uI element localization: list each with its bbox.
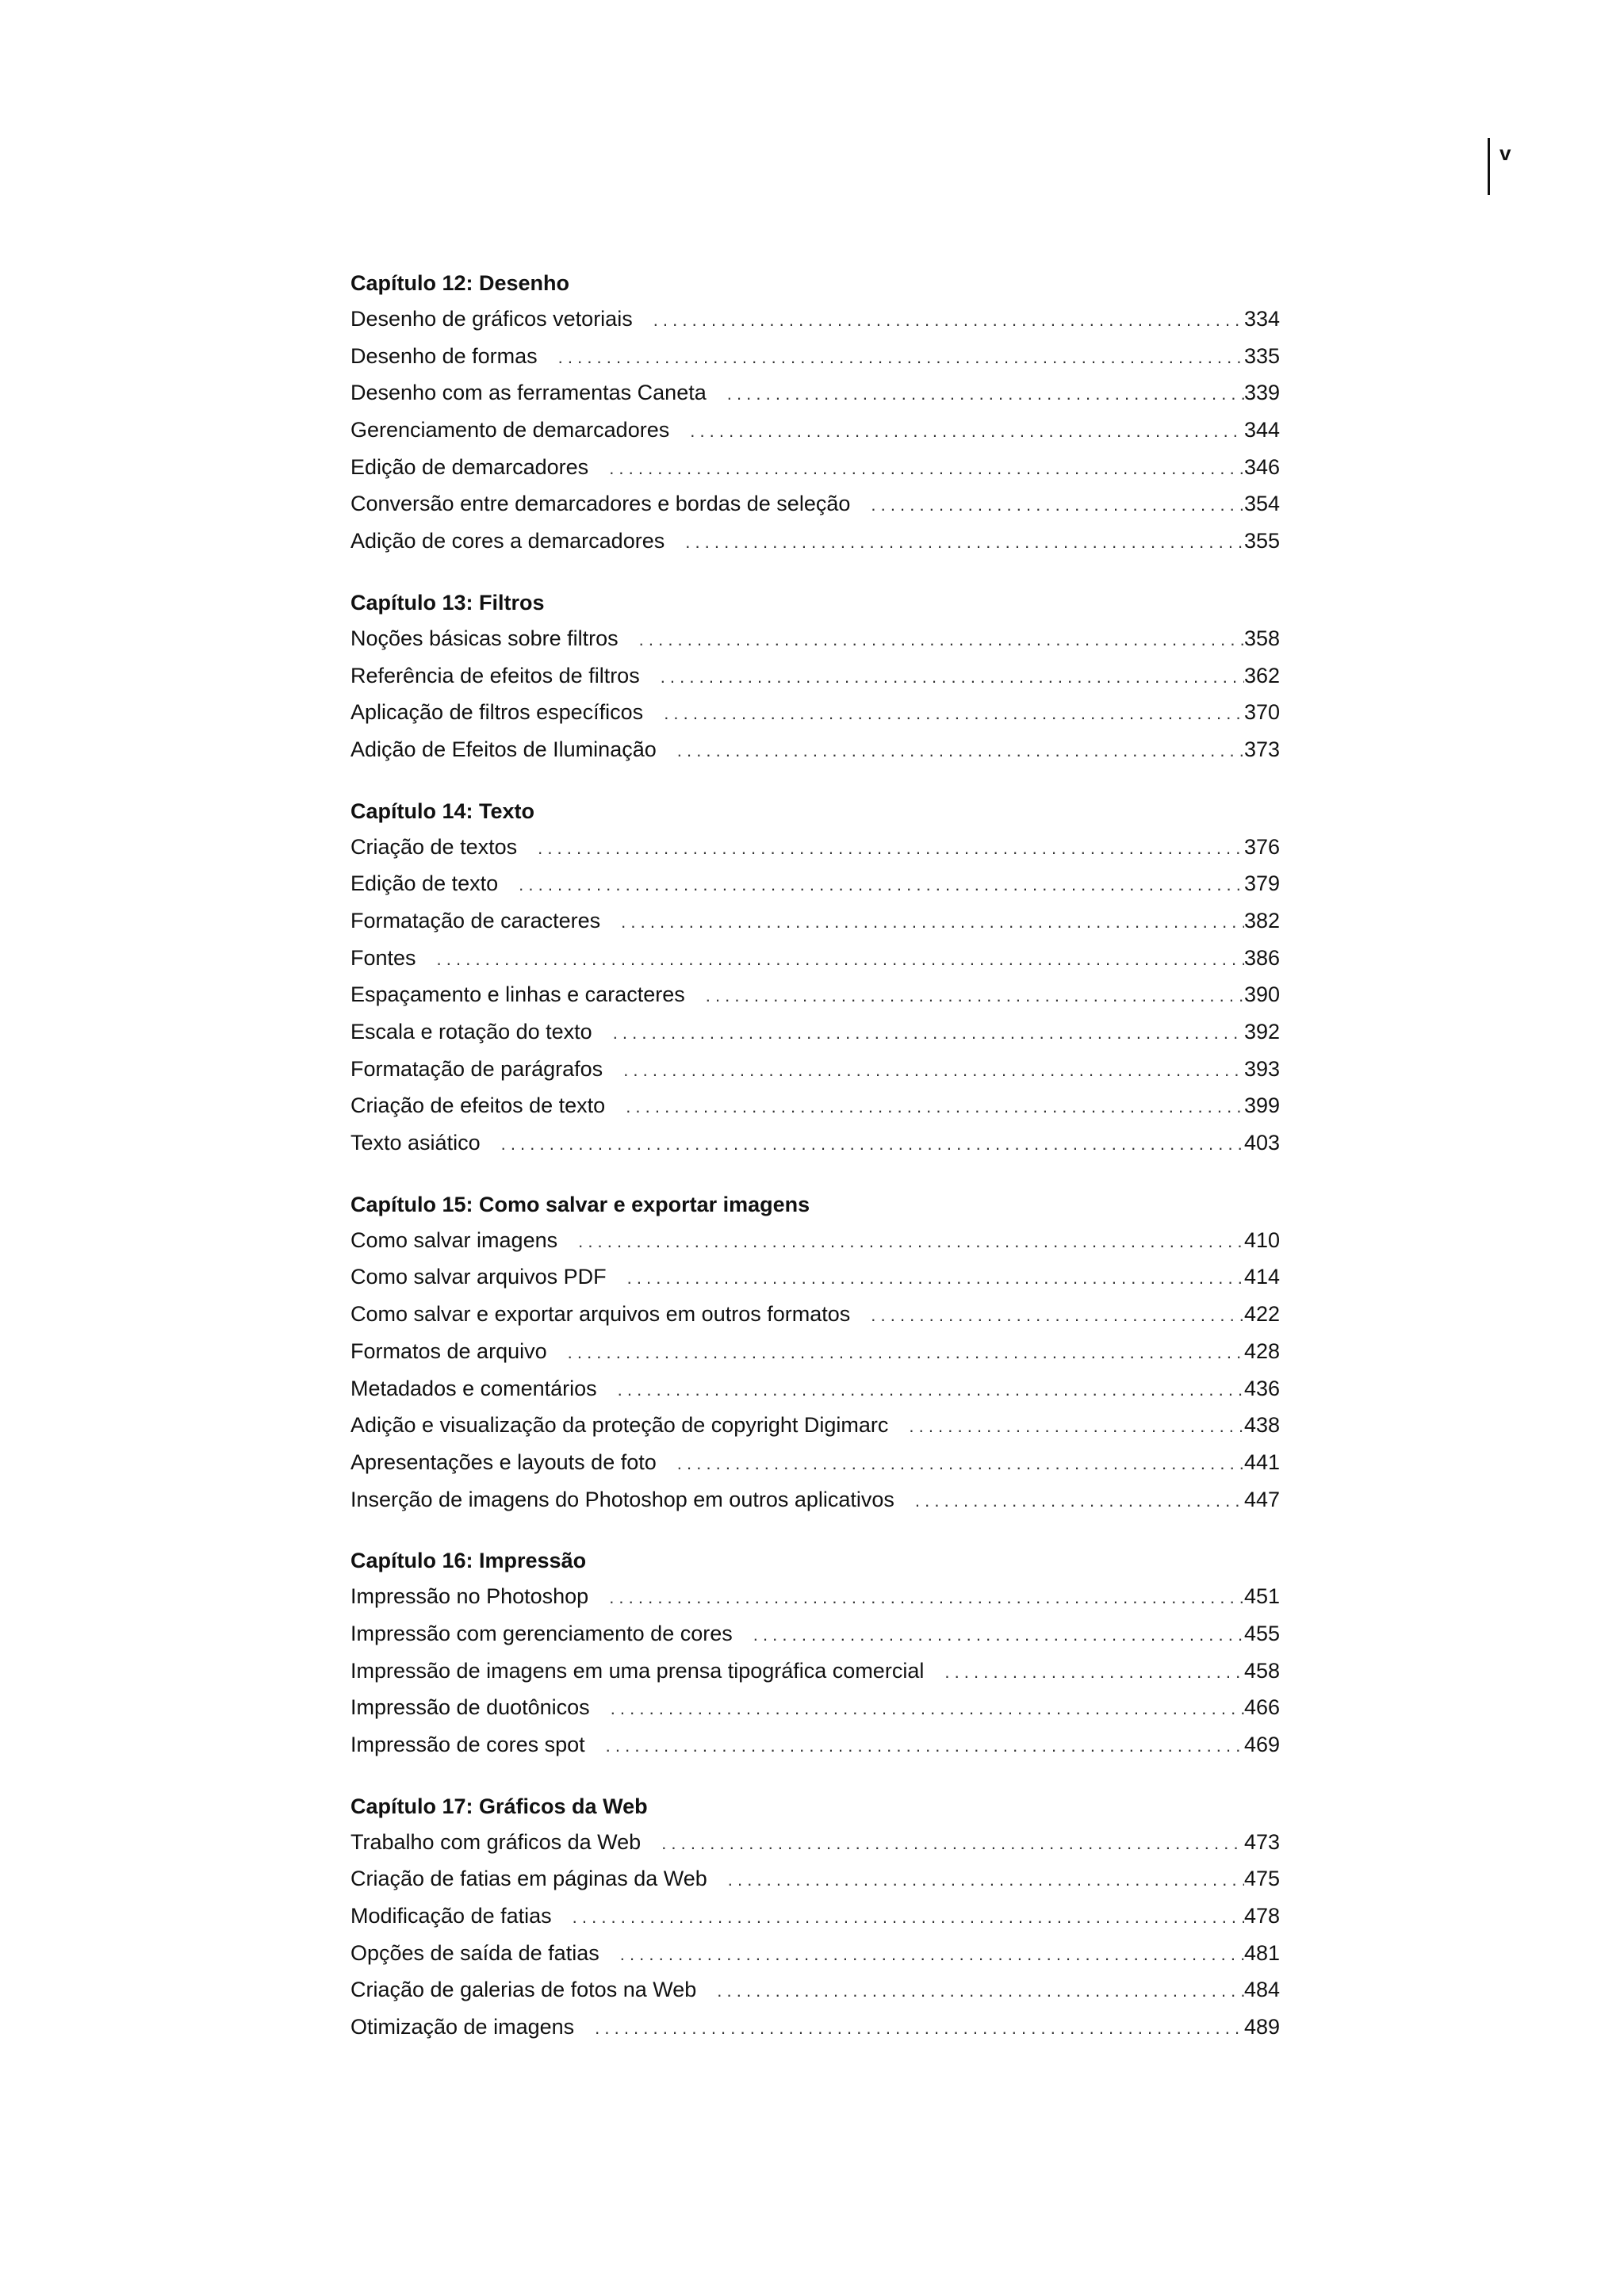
toc-entry-label: Como salvar e exportar arquivos em outros formatos: [350, 1302, 851, 1327]
dot-leader: [661, 659, 1244, 696]
toc-entry[interactable]: [350, 1222, 1280, 1259]
toc-entry-label: Impressão de imagens em uma prensa tipográfica comercial: [350, 1658, 925, 1683]
toc-entry-page: 392: [1243, 1020, 1280, 1044]
chapter-title[interactable]: Capítulo 15: Como salvar e exportar imagens: [350, 1192, 810, 1216]
chapter-title[interactable]: Capítulo 16: Impressão: [350, 1549, 587, 1573]
toc-entry-page: 399: [1243, 1093, 1280, 1118]
toc-entry-page: 403: [1243, 1131, 1280, 1155]
toc-entry-label: Conversão entre demarcadores e bordas de seleção: [350, 492, 851, 516]
toc-entry-page: 344: [1243, 418, 1280, 442]
toc-entry[interactable]: [350, 1689, 1280, 1726]
toc-entry[interactable]: [350, 449, 1280, 486]
toc-entry[interactable]: [350, 1726, 1280, 1764]
dot-leader: [639, 622, 1244, 659]
dot-leader: [573, 1899, 1244, 1936]
toc-entry[interactable]: [350, 1051, 1280, 1088]
toc-entry[interactable]: [350, 1481, 1280, 1518]
chapter-title[interactable]: Capítulo 14: Texto: [350, 798, 535, 823]
dot-leader: [685, 524, 1244, 561]
dot-leader: [538, 830, 1244, 867]
toc-entry-page: 436: [1243, 1376, 1280, 1400]
dot-leader: [915, 1483, 1244, 1520]
dot-leader: [728, 1862, 1244, 1899]
dot-leader: [609, 450, 1244, 488]
toc-entry-label: Edição de texto: [350, 871, 499, 896]
dot-leader: [519, 867, 1244, 904]
page-number: v: [1500, 141, 1511, 165]
dot-leader: [606, 1728, 1244, 1765]
dot-leader: [611, 1691, 1244, 1728]
toc-entry[interactable]: [350, 1860, 1280, 1898]
toc-entry-page: 447: [1243, 1487, 1280, 1511]
toc-entry[interactable]: [350, 485, 1280, 523]
toc-entry-label: Opções de saída de fatias: [350, 1940, 599, 1965]
toc-entry-page: 354: [1243, 492, 1280, 516]
toc-entry[interactable]: [350, 829, 1280, 866]
toc-entry-label: Desenho de gráficos vetoriais: [350, 307, 633, 331]
toc-entry-label: Criação de galerias de fotos na Web: [350, 1978, 697, 2002]
dot-leader: [501, 1126, 1244, 1163]
toc-entry[interactable]: [350, 1124, 1280, 1162]
toc-entry-page: 478: [1243, 1904, 1280, 1928]
toc-entry-label: Criação de fatias em páginas da Web: [350, 1867, 707, 1891]
toc-entry[interactable]: [350, 1333, 1280, 1370]
toc-entry-label: Adição de Efeitos de Iluminação: [350, 737, 657, 761]
dot-leader: [568, 1335, 1244, 1372]
toc-entry-page: 358: [1243, 626, 1280, 650]
dot-leader: [664, 695, 1244, 733]
dot-leader: [677, 733, 1244, 770]
toc-entry[interactable]: [350, 1013, 1280, 1051]
toc-entry-page: 382: [1243, 908, 1280, 933]
toc-entry[interactable]: [350, 657, 1280, 695]
toc-entry-label: Escala e rotação do texto: [350, 1020, 592, 1044]
toc-entry-page: 334: [1243, 307, 1280, 331]
chapter-section: [350, 1789, 1280, 2046]
toc-entry-page: 373: [1243, 737, 1280, 761]
toc-entry-label: Formatação de caracteres: [350, 908, 601, 933]
toc-entry-page: 386: [1243, 945, 1280, 970]
toc-entry-label: Modificação de fatias: [350, 1904, 552, 1928]
toc-entry[interactable]: [350, 1898, 1280, 1935]
toc-entry-page: 475: [1243, 1867, 1280, 1891]
toc-entry[interactable]: [350, 1615, 1280, 1653]
page-number-marker: [1488, 138, 1509, 195]
toc-entry-page: 458: [1243, 1658, 1280, 1683]
toc-entry-page: 393: [1243, 1056, 1280, 1081]
toc-entry[interactable]: [350, 1653, 1280, 1690]
toc-entry[interactable]: [350, 2009, 1280, 2046]
chapter-title[interactable]: Capítulo 17: Gráficos da Web: [350, 1794, 648, 1818]
toc-entry[interactable]: [350, 338, 1280, 375]
toc-entry[interactable]: [350, 865, 1280, 902]
toc-entry-label: Gerenciamento de demarcadores: [350, 418, 670, 442]
toc-entry-label: Noções básicas sobre filtros: [350, 626, 619, 650]
dot-leader: [620, 1936, 1244, 1974]
toc-entry[interactable]: [350, 1296, 1280, 1333]
chapter-section: [350, 585, 1280, 768]
toc-entry-page: 455: [1243, 1621, 1280, 1645]
dot-leader: [437, 941, 1244, 978]
dot-leader: [627, 1260, 1244, 1297]
toc-entry[interactable]: [350, 301, 1280, 338]
toc-entry-page: 346: [1243, 454, 1280, 479]
dot-leader: [618, 1372, 1244, 1409]
dot-leader: [558, 339, 1244, 377]
toc-entry[interactable]: [350, 1370, 1280, 1407]
dot-leader: [944, 1654, 1244, 1691]
toc-entry-label: Inserção de imagens do Photoshop em outros aplicativos: [350, 1487, 894, 1511]
toc-entry-page: 441: [1243, 1450, 1280, 1474]
toc-entry-label: Impressão com gerenciamento de cores: [350, 1621, 733, 1645]
dot-leader: [613, 1015, 1244, 1052]
toc-entry-label: Referência de efeitos de filtros: [350, 663, 640, 687]
toc-entry-page: 451: [1243, 1584, 1280, 1609]
toc-entry-label: Como salvar imagens: [350, 1227, 558, 1252]
chapter-section: [350, 1543, 1280, 1763]
toc-entry-label: Criação de efeitos de texto: [350, 1093, 606, 1118]
toc-entry-label: Impressão no Photoshop: [350, 1584, 589, 1609]
dot-leader: [609, 1580, 1244, 1617]
dot-leader: [626, 1089, 1244, 1126]
toc-entry-label: Impressão de duotônicos: [350, 1695, 590, 1720]
dot-leader: [753, 1617, 1244, 1654]
chapter-title[interactable]: Capítulo 13: Filtros: [350, 590, 545, 615]
toc-entry-label: Espaçamento e linhas e caracteres: [350, 982, 685, 1007]
toc-entry[interactable]: [350, 1087, 1280, 1124]
toc-entry[interactable]: [350, 374, 1280, 412]
toc-entry-label: Desenho de formas: [350, 343, 538, 368]
toc-entry[interactable]: [350, 1407, 1280, 1444]
dot-leader: [717, 1973, 1244, 2010]
table-of-contents: [350, 266, 1280, 2071]
toc-entry-label: Como salvar arquivos PDF: [350, 1265, 607, 1289]
toc-entry-page: 469: [1243, 1733, 1280, 1756]
toc-entry-label: Formatação de parágrafos: [350, 1056, 603, 1081]
toc-entry-page: 489: [1243, 2015, 1280, 2039]
toc-entry[interactable]: [350, 902, 1280, 940]
chapter-section: [350, 794, 1280, 1162]
dot-leader: [653, 302, 1244, 339]
toc-entry-page: 335: [1243, 343, 1280, 368]
dot-leader: [623, 1052, 1244, 1090]
dot-leader: [871, 487, 1244, 524]
toc-entry-page: 362: [1243, 663, 1280, 687]
toc-entry-label: Formatos de arquivo: [350, 1338, 547, 1363]
toc-entry[interactable]: [350, 976, 1280, 1013]
toc-entry-page: 379: [1243, 871, 1280, 896]
dot-leader: [595, 2010, 1244, 2047]
toc-entry-page: 422: [1243, 1302, 1280, 1327]
dot-leader: [621, 904, 1244, 941]
toc-entry-page: 355: [1243, 529, 1280, 553]
toc-entry[interactable]: [350, 940, 1280, 977]
toc-entry[interactable]: [350, 620, 1280, 657]
toc-entry-page: 370: [1243, 700, 1280, 725]
toc-entry[interactable]: [350, 1935, 1280, 1972]
dot-leader: [661, 1825, 1244, 1863]
toc-entry-page: 414: [1243, 1265, 1280, 1289]
toc-entry[interactable]: [350, 1258, 1280, 1296]
toc-entry-label: Aplicação de filtros específicos: [350, 700, 644, 725]
toc-entry-label: Criação de textos: [350, 834, 518, 859]
toc-entry[interactable]: [350, 1578, 1280, 1615]
toc-entry-page: 481: [1243, 1940, 1280, 1965]
chapter-section: [350, 266, 1280, 560]
toc-entry[interactable]: [350, 412, 1280, 449]
toc-entry[interactable]: [350, 523, 1280, 560]
toc-entry-label: Trabalho com gráficos da Web: [350, 1829, 642, 1854]
toc-entry-page: 484: [1243, 1978, 1280, 2002]
dot-leader: [909, 1408, 1244, 1446]
toc-entry-page: 473: [1243, 1829, 1280, 1854]
chapter-section: [350, 1187, 1280, 1518]
toc-entry[interactable]: [350, 694, 1280, 731]
toc-entry-label: Apresentações e layouts de foto: [350, 1450, 657, 1474]
toc-entry-page: 376: [1243, 834, 1280, 859]
toc-entry[interactable]: [350, 1971, 1280, 2009]
dot-leader: [690, 413, 1244, 450]
toc-entry-label: Desenho com as ferramentas Caneta: [350, 381, 707, 405]
toc-entry-label: Adição de cores a demarcadores: [350, 529, 665, 553]
dot-leader: [727, 376, 1244, 413]
dot-leader: [578, 1224, 1244, 1261]
toc-entry-label: Adição e visualização da proteção de copyright Digimarc: [350, 1413, 889, 1438]
toc-entry-page: 466: [1243, 1695, 1280, 1720]
toc-entry[interactable]: [350, 1444, 1280, 1481]
toc-entry-label: Texto asiático: [350, 1131, 481, 1155]
dot-leader: [706, 978, 1244, 1015]
toc-entry-label: Edição de demarcadores: [350, 454, 589, 479]
toc-entry-page: 390: [1243, 982, 1280, 1007]
chapter-title[interactable]: Capítulo 12: Desenho: [350, 271, 570, 295]
toc-entry-label: Otimização de imagens: [350, 2015, 575, 2039]
toc-entry-page: 428: [1243, 1338, 1280, 1363]
toc-entry-page: 410: [1243, 1227, 1280, 1252]
toc-entry-label: Impressão de cores spot: [350, 1733, 585, 1756]
dot-leader: [677, 1446, 1244, 1483]
toc-entry-label: Metadados e comentários: [350, 1376, 597, 1400]
toc-entry[interactable]: [350, 731, 1280, 768]
toc-entry-label: Fontes: [350, 945, 416, 970]
toc-entry[interactable]: [350, 1824, 1280, 1861]
dot-leader: [871, 1297, 1244, 1335]
toc-entry-page: 438: [1243, 1413, 1280, 1438]
toc-entry-page: 339: [1243, 381, 1280, 405]
